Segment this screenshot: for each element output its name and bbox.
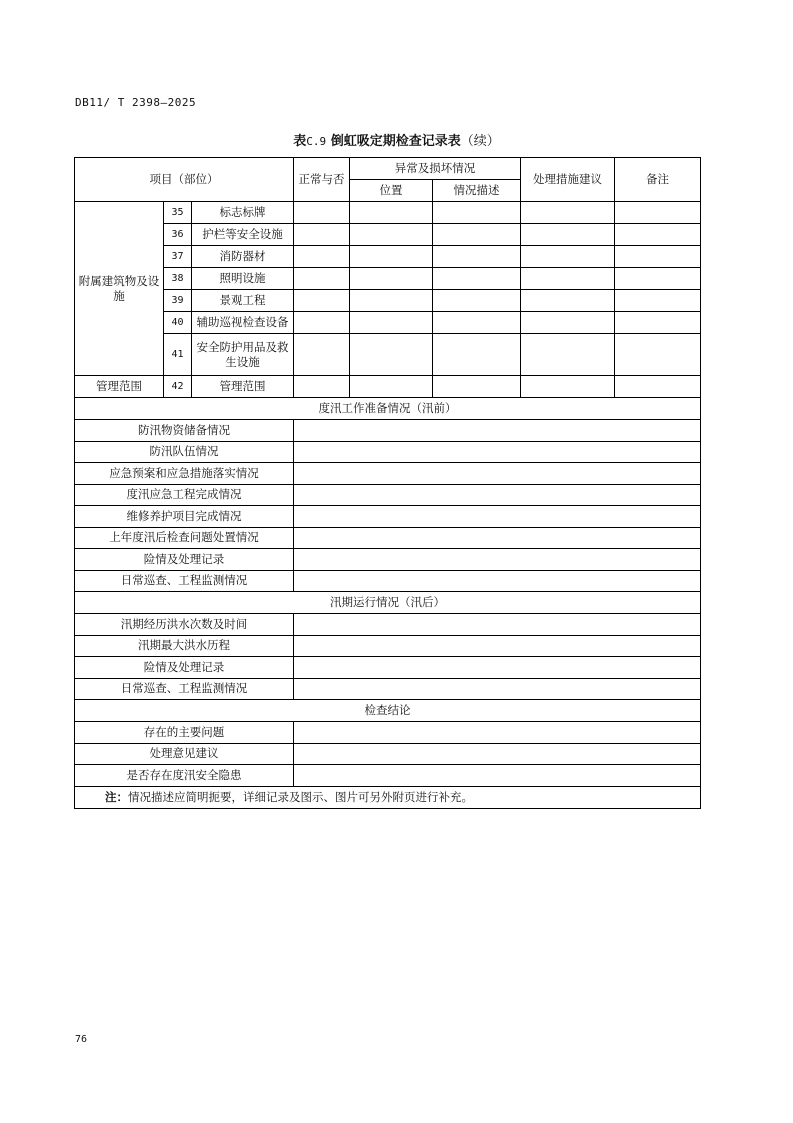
- item-label: 防汛物资储备情况: [75, 420, 294, 442]
- item-value-cell[interactable]: [294, 506, 701, 528]
- cell-measures[interactable]: [521, 376, 615, 398]
- cell-measures[interactable]: [521, 246, 615, 268]
- cell-position[interactable]: [350, 376, 433, 398]
- item-value-cell[interactable]: [294, 484, 701, 506]
- row-number: 42: [164, 376, 192, 398]
- section-title-flood-prep: 度汛工作准备情况（汛前）: [75, 398, 701, 420]
- cell-normal[interactable]: [294, 290, 350, 312]
- table-row: [75, 334, 701, 376]
- cell-remarks[interactable]: [615, 334, 701, 376]
- item-label: 汛期经历洪水次数及时间: [75, 614, 294, 636]
- cell-normal[interactable]: [294, 334, 350, 376]
- cell-position[interactable]: [350, 334, 433, 376]
- cell-normal[interactable]: [294, 246, 350, 268]
- cell-normal[interactable]: [294, 268, 350, 290]
- cell-normal[interactable]: [294, 224, 350, 246]
- row-item-name: 管理范围: [192, 376, 294, 398]
- table-row: [75, 376, 701, 398]
- item-label: 防汛队伍情况: [75, 441, 294, 463]
- col-item-header: 项目（部位）: [75, 158, 294, 202]
- item-label: 日常巡查、工程监测情况: [75, 678, 294, 700]
- item-value-cell[interactable]: [294, 722, 701, 744]
- table-row: [75, 722, 701, 744]
- cell-remarks[interactable]: [615, 376, 701, 398]
- cell-description[interactable]: [433, 334, 521, 376]
- cell-position[interactable]: [350, 224, 433, 246]
- row-item-name: 消防器材: [192, 246, 294, 268]
- table-row: [75, 549, 701, 571]
- cell-description[interactable]: [433, 376, 521, 398]
- row-number: 35: [164, 202, 192, 224]
- row-number: 37: [164, 246, 192, 268]
- cell-position[interactable]: [350, 246, 433, 268]
- caption-prefix: 表: [293, 134, 307, 149]
- col-normal-header: 正常与否: [294, 158, 350, 202]
- item-label: 维修养护项目完成情况: [75, 506, 294, 528]
- cell-position[interactable]: [350, 268, 433, 290]
- group-label-guanli: 管理范围: [75, 376, 164, 398]
- note-text: 情况描述应简明扼要，详细记录及图示、图片可另外附页进行补充。: [128, 789, 473, 804]
- cell-remarks[interactable]: [615, 224, 701, 246]
- table-row: [75, 506, 701, 528]
- row-number: 38: [164, 268, 192, 290]
- item-label: 度汛应急工程完成情况: [75, 484, 294, 506]
- cell-measures[interactable]: [521, 290, 615, 312]
- row-item-name: 标志标牌: [192, 202, 294, 224]
- cell-measures[interactable]: [521, 202, 615, 224]
- row-item-name: 照明设施: [192, 268, 294, 290]
- item-value-cell[interactable]: [294, 463, 701, 485]
- item-label: 是否存在度汛安全隐患: [75, 765, 294, 787]
- item-label: 存在的主要问题: [75, 722, 294, 744]
- item-label: 处理意见建议: [75, 743, 294, 765]
- table-row: [75, 527, 701, 549]
- col-measures-header: 处理措施建议: [521, 158, 615, 202]
- item-label: 日常巡查、工程监测情况: [75, 570, 294, 592]
- table-row: [75, 484, 701, 506]
- cell-description[interactable]: [433, 290, 521, 312]
- table-row: [75, 420, 701, 442]
- cell-position[interactable]: [350, 202, 433, 224]
- cell-remarks[interactable]: [615, 290, 701, 312]
- header-row-1: [75, 158, 701, 180]
- section-title-flood-run: 汛期运行情况（汛后）: [75, 592, 701, 614]
- item-label: 应急预案和应急措施落实情况: [75, 463, 294, 485]
- cell-remarks[interactable]: [615, 312, 701, 334]
- table-row: [75, 441, 701, 463]
- table-caption: [0, 130, 793, 149]
- caption-number: C.9: [306, 135, 327, 148]
- caption-suffix: （续）: [460, 134, 500, 149]
- caption-title: 倒虹吸定期检查记录表: [330, 134, 461, 149]
- item-value-cell[interactable]: [294, 743, 701, 765]
- row-item-name: 景观工程: [192, 290, 294, 312]
- cell-remarks[interactable]: [615, 246, 701, 268]
- table-row: [75, 312, 701, 334]
- cell-description[interactable]: [433, 246, 521, 268]
- cell-measures[interactable]: [521, 334, 615, 376]
- item-value-cell[interactable]: [294, 765, 701, 787]
- table-row: [75, 765, 701, 787]
- inspection-table: [74, 157, 701, 809]
- item-value-cell[interactable]: [294, 657, 701, 679]
- row-item-name: 辅助巡视检查设备: [192, 312, 294, 334]
- cell-description[interactable]: [433, 268, 521, 290]
- row-number: 40: [164, 312, 192, 334]
- item-value-cell[interactable]: [294, 678, 701, 700]
- col-abnormal-header: 异常及损坏情况: [350, 158, 521, 180]
- page-number: 76: [75, 1034, 88, 1045]
- table-row: [75, 614, 701, 636]
- item-value-cell[interactable]: [294, 420, 701, 442]
- section-heading-row: [75, 700, 701, 722]
- row-number: 39: [164, 290, 192, 312]
- table-row: [75, 678, 701, 700]
- table-row: [75, 268, 701, 290]
- item-value-cell[interactable]: [294, 549, 701, 571]
- note-label: 注：: [105, 789, 128, 804]
- cell-remarks[interactable]: [615, 202, 701, 224]
- table-row: [75, 570, 701, 592]
- table-row: [75, 246, 701, 268]
- section-heading-row: [75, 592, 701, 614]
- col-remarks-header: 备注: [615, 158, 701, 202]
- item-value-cell[interactable]: [294, 570, 701, 592]
- col-description-header: 情况描述: [433, 180, 521, 202]
- table-row: [75, 463, 701, 485]
- table-row: [75, 743, 701, 765]
- item-value-cell[interactable]: [294, 441, 701, 463]
- note-row: [75, 786, 701, 808]
- table-row: [75, 202, 701, 224]
- cell-description[interactable]: [433, 202, 521, 224]
- section-title-conclusion: 检查结论: [75, 700, 701, 722]
- row-number: 41: [164, 334, 192, 376]
- item-value-cell[interactable]: [294, 614, 701, 636]
- item-label: 险情及处理记录: [75, 549, 294, 571]
- cell-measures[interactable]: [521, 224, 615, 246]
- item-label: 汛期最大洪水历程: [75, 635, 294, 657]
- table-row: [75, 290, 701, 312]
- row-item-name: 护栏等安全设施: [192, 224, 294, 246]
- col-position-header: 位置: [350, 180, 433, 202]
- cell-remarks[interactable]: [615, 268, 701, 290]
- cell-normal[interactable]: [294, 202, 350, 224]
- table-row: [75, 657, 701, 679]
- table-row: [75, 224, 701, 246]
- item-value-cell[interactable]: [294, 527, 701, 549]
- cell-position[interactable]: [350, 290, 433, 312]
- item-value-cell[interactable]: [294, 635, 701, 657]
- cell-position[interactable]: [350, 312, 433, 334]
- standard-code: DB11/ T 2398—2025: [75, 96, 197, 109]
- item-label: 险情及处理记录: [75, 657, 294, 679]
- section-heading-row: [75, 398, 701, 420]
- group-label-fushu: 附属建筑物及设施: [75, 202, 164, 376]
- item-label: 上年度汛后检查问题处置情况: [75, 527, 294, 549]
- cell-description[interactable]: [433, 312, 521, 334]
- row-number: 36: [164, 224, 192, 246]
- cell-measures[interactable]: [521, 268, 615, 290]
- cell-normal[interactable]: [294, 376, 350, 398]
- cell-normal[interactable]: [294, 312, 350, 334]
- row-item-name: 安全防护用品及救生设施: [192, 334, 294, 376]
- table-row: [75, 635, 701, 657]
- cell-measures[interactable]: [521, 312, 615, 334]
- cell-description[interactable]: [433, 224, 521, 246]
- table-note: [75, 786, 701, 808]
